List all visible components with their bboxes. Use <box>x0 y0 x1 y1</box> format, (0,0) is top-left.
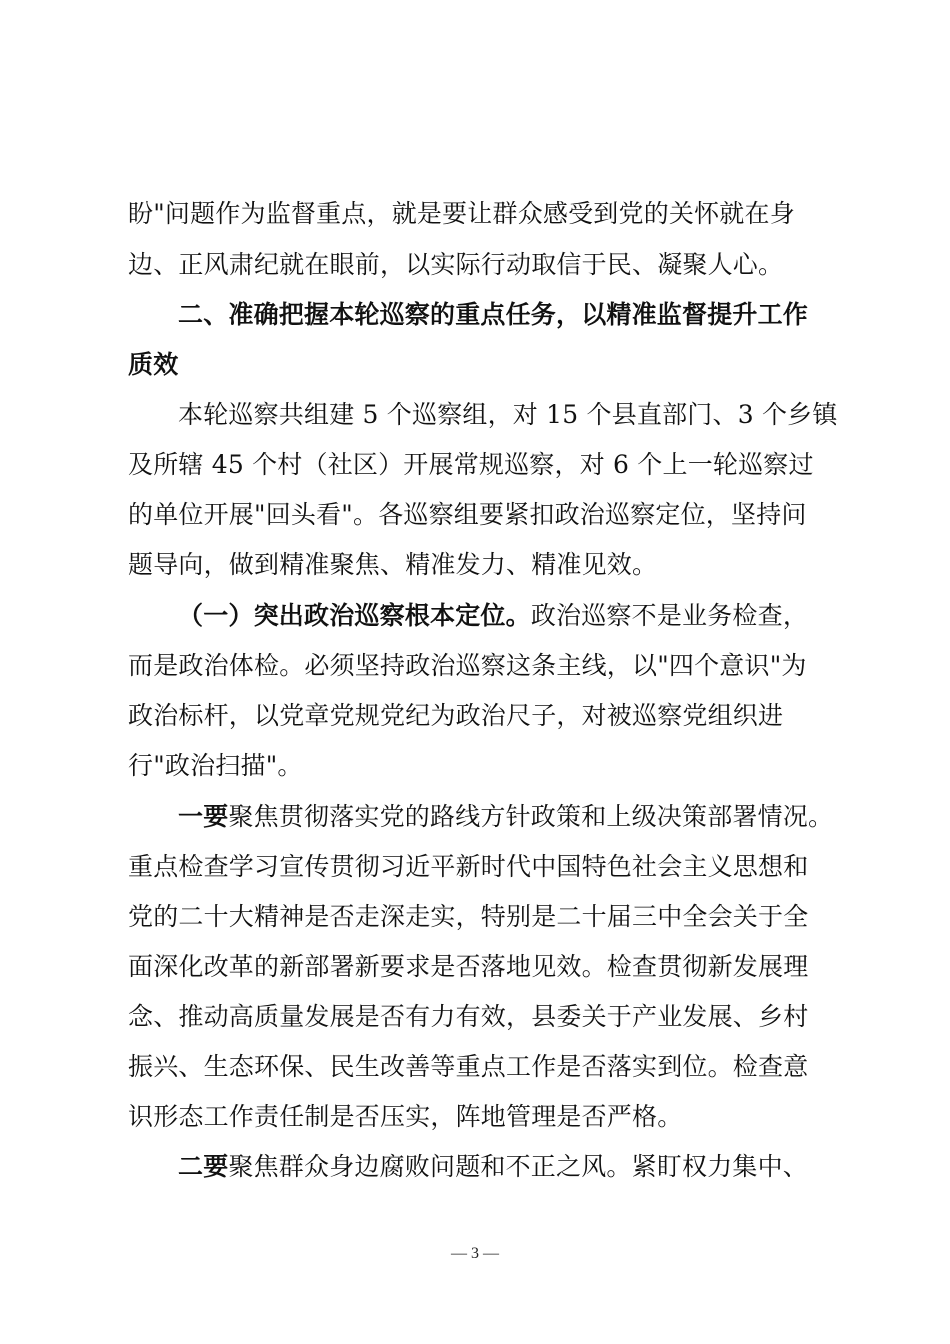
body-text-line: 识形态工作责任制是否压实，阵地管理是否严格。 <box>128 1102 683 1131</box>
section-heading-continued: 质效 <box>128 350 179 379</box>
body-text-line: 盼"问题作为监督重点，就是要让群众感受到党的关怀就在身 <box>128 199 795 228</box>
subsection-text: 政治巡察不是业务检查， <box>530 601 809 630</box>
body-text-line: 本轮巡察共组建 5 个巡察组，对 15 个县直部门、3 个乡镇 <box>178 400 838 429</box>
requirement-paragraph-line <box>178 1151 808 1183</box>
body-text-line: 振兴、生态环保、民生改善等重点工作是否落实到位。检查意 <box>128 1052 809 1081</box>
subsection-paragraph-line <box>178 600 808 632</box>
section-heading: 二、准确把握本轮巡察的重点任务，以精准监督提升工作 <box>178 300 809 329</box>
body-text-line: 政治标杆，以党章党规党纪为政治尺子，对被巡察党组织进 <box>128 701 784 730</box>
body-text-line: 题导向，做到精准聚焦、精准发力、精准见效。 <box>128 550 658 579</box>
body-text-line: 行"政治扫描"。 <box>128 751 303 780</box>
requirement-paragraph-line <box>178 801 833 833</box>
body-text-line: 而是政治体检。必须坚持政治巡察这条主线，以"四个意识"为 <box>128 651 807 680</box>
requirement-text: 聚焦贯彻落实党的路线方针政策和上级决策部署情况。 <box>228 802 834 831</box>
body-text-line: 边、正风肃纪就在眼前，以实际行动取信于民、凝聚人心。 <box>128 250 784 279</box>
requirement-label: 一要 <box>178 802 229 831</box>
page-number: — 3 — <box>451 1245 499 1262</box>
body-text-line: 党的二十大精神是否走深走实，特别是二十届三中全会关于全 <box>128 902 809 931</box>
requirement-text: 聚焦群众身边腐败问题和不正之风。紧盯权力集中、 <box>228 1152 809 1181</box>
body-text-line: 的单位开展"回头看"。各巡察组要紧扣政治巡察定位，坚持问 <box>128 500 807 529</box>
body-text-line: 念、推动高质量发展是否有力有效，县委关于产业发展、乡村 <box>128 1002 809 1031</box>
body-text-line: 面深化改革的新部署新要求是否落地见效。检查贯彻新发展理 <box>128 952 809 981</box>
body-text-line: 及所辖 45 个村（社区）开展常规巡察，对 6 个上一轮巡察过 <box>128 450 814 479</box>
subsection-heading: （一）突出政治巡察根本定位。 <box>178 601 531 630</box>
body-text-line: 重点检查学习宣传贯彻习近平新时代中国特色社会主义思想和 <box>128 852 809 881</box>
requirement-label: 二要 <box>178 1152 229 1181</box>
